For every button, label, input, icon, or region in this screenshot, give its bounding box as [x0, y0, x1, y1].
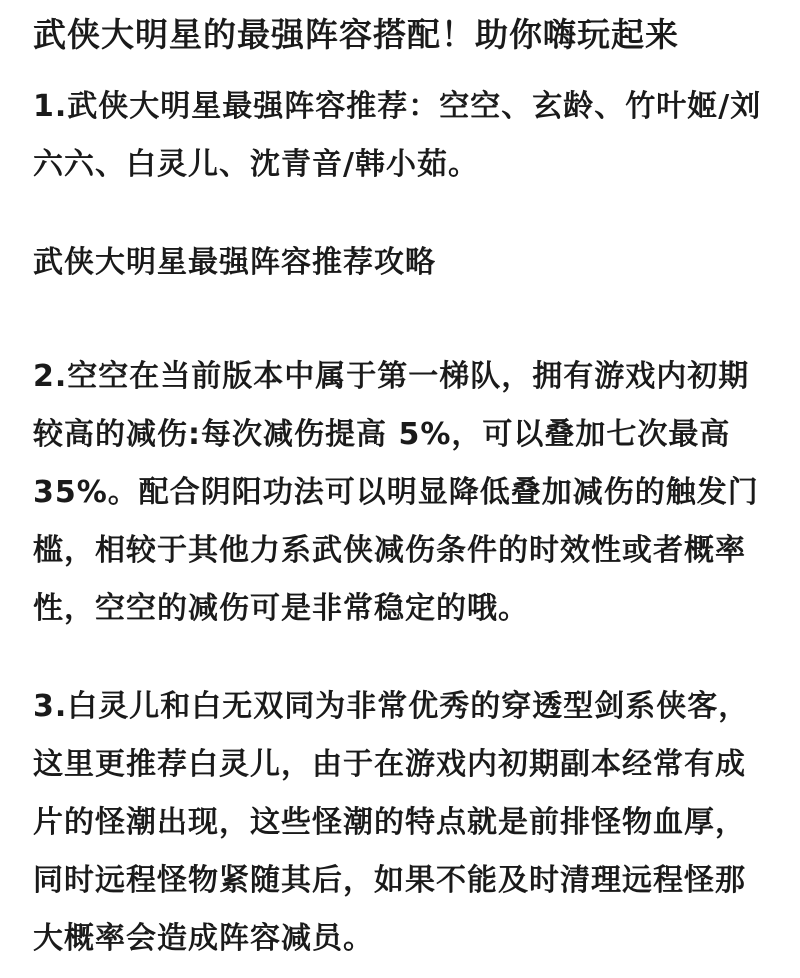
bailinger-paragraph: 3.白灵儿和白无双同为非常优秀的穿透型剑系侠客，这里更推荐白灵儿，由于在游戏内初期副本经常有成片的怪潮出现，这些怪潮的特点就是前排怪物血厚，同时远程怪物紧随其后，如果不能及时清理远程怪那大概率会造成阵容减员。 — [33, 689, 750, 956]
strategy-subheading: 武侠大明星最强阵容推荐攻略 — [33, 245, 436, 280]
article-title: 武侠大明星的最强阵容搭配！助你嗨玩起来 — [33, 15, 679, 54]
lineup-recommendation-paragraph: 1.武侠大明星最强阵容推荐：空空、玄龄、竹叶姬/刘六六、白灵儿、沈青音/韩小茹。 — [33, 89, 762, 182]
kongkong-paragraph: 2.空空在当前版本中属于第一梯队，拥有游戏内初期较高的减伤:每次减伤提高 5%，可以叠加七次最高 35%。配合阴阳功法可以明显降低叠加减伤的触发门槛，相较于其他力系武侠减伤条件的时效性或者概率性，空空的减伤可是非常稳定的哦。 — [33, 359, 759, 626]
